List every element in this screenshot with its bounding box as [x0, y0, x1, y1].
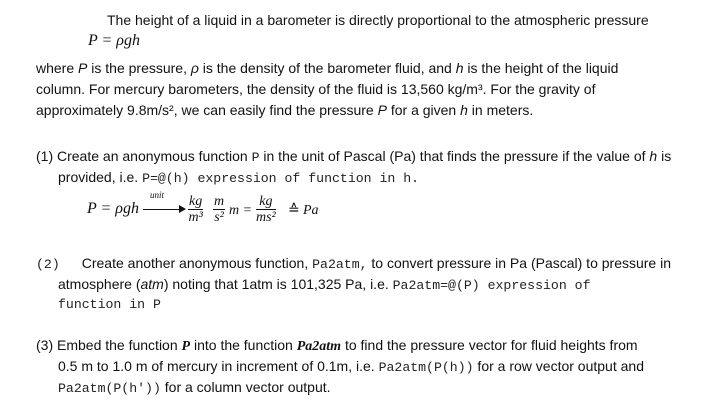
q2-line-3: function in P — [58, 297, 161, 312]
fraction-kg-per-ms2: $\frac{kg}{\text{ms²}}$ — [256, 194, 276, 225]
q1-line-2: provided, i.e. P=@(h) expression of function in h. — [58, 169, 420, 186]
arrow-label: unit — [150, 190, 165, 200]
q1-line-1: (1) Create an anonymous function P in the unit of Pascal (Pa) that finds the pressure if the value of h is — [36, 148, 672, 165]
formula-lhs: P = ρgh — [87, 200, 139, 217]
fraction-m-per-s2: $\frac{m}{\text{s²}}$ — [214, 194, 225, 225]
q3-line-2: 0.5 m to 1.0 m of mercury in increment of 0.1m, i.e. Pa2atm(P(h)) for a row vector output and — [58, 358, 644, 375]
intro-line-1: The height of a liquid in a barometer is directly proportional to the atmospheric pressure — [107, 12, 649, 28]
q2-line-1: (2) Create another anonymous function, Pa2atm, to convert pressure in Pa (Pascal) to pressure in — [36, 255, 671, 272]
formula-m: m = — [229, 203, 253, 218]
intro-line-3: column. For mercury barometers, the density of the fluid is 13,560 kg/m³. For the gravity of — [36, 81, 596, 97]
q2-line-2: atmosphere (atm) noting that 1atm is 101,325 Pa, i.e. Pa2atm=@(P) expression of — [58, 276, 591, 293]
arrow-icon — [143, 209, 181, 210]
pressure-equation: P = ρgh — [88, 32, 140, 49]
intro-line-4: approximately 9.8m/s², we can easily find the pressure P for a given h in meters. — [36, 102, 534, 118]
intro-line-2: where P is the pressure, ρ is the density of the barometer fluid, and h is the height of the liquid — [36, 60, 619, 76]
formula-pa: Pa — [303, 203, 319, 218]
q3-line-1: (3) Embed the function P into the function Pa2atm to find the pressure vector for fluid heights from — [36, 337, 638, 354]
defeq-symbol: ≙ — [288, 203, 300, 218]
arrow-head-icon — [179, 205, 186, 213]
fraction-kg-per-m3: $\frac{kg}{\text{m³}}$ — [188, 194, 203, 225]
q3-line-3: Pa2atm(P(h')) for a column vector output. — [58, 379, 331, 396]
